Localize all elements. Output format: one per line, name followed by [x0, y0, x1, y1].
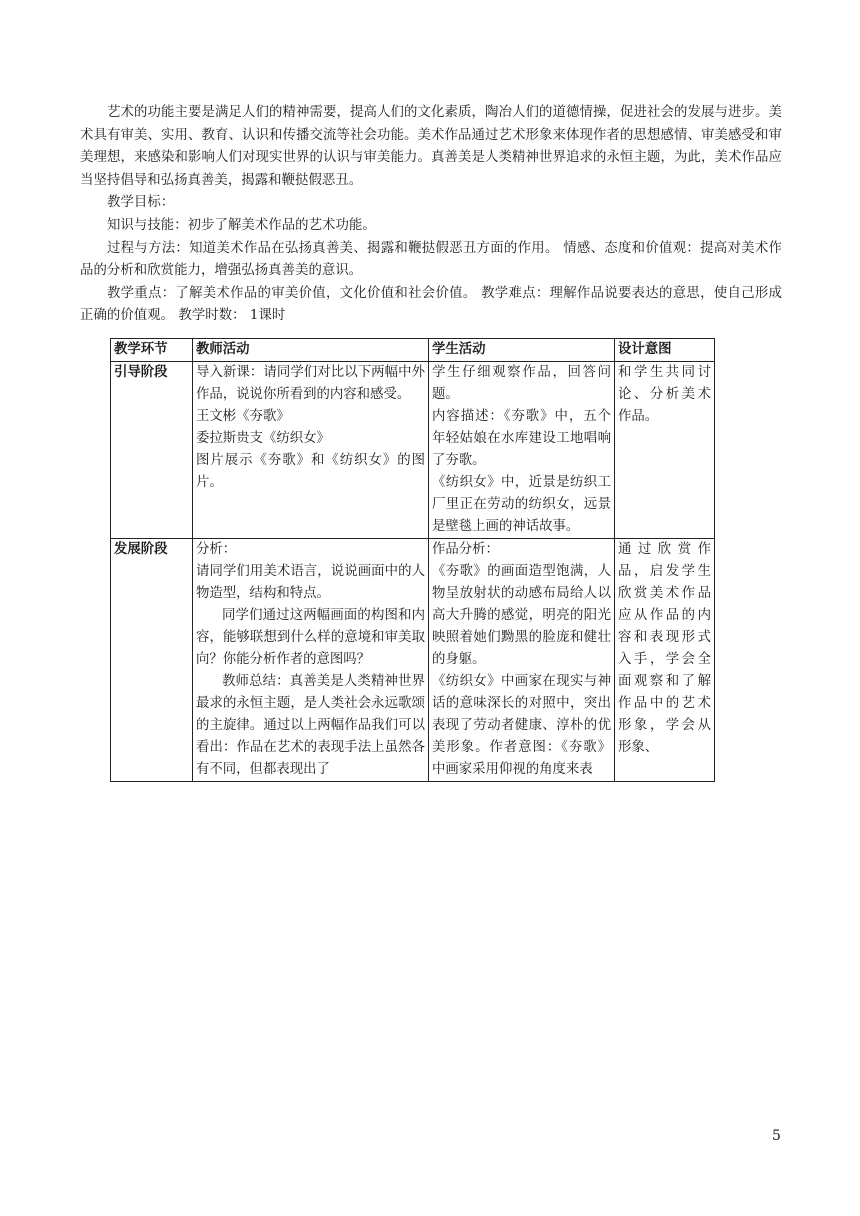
stage-cell: 引导阶段 — [111, 362, 193, 539]
student-text: 作品分析： — [432, 542, 499, 557]
stage-cell: 发展阶段 — [111, 539, 193, 782]
teacher-text: 教师总结：真善美是人类精神世界最求的永恒主题，是人类社会永远歌颂的主旋律。通过以上两幅作品我们可以看出：作品在艺术的表现手法上虽然各有不同，但都表现出了 — [196, 674, 425, 777]
header-stage: 教学环节 — [111, 339, 193, 362]
page-number: 5 — [772, 1128, 781, 1144]
student-activity-cell — [429, 362, 615, 539]
student-text: 学生仔细观察作品，回答问题。 — [432, 365, 611, 402]
teaching-focus-difficulty: 教学重点：了解美术作品的审美价值，文化价值和社会价值。 教学难点：理解作品说要表达的意思，使自己形成正确的价值观。 教学时数： 1课时 — [80, 285, 782, 324]
lesson-plan-table — [110, 338, 715, 782]
intro-text — [80, 102, 782, 328]
teacher-text: 导入新课：请同学们对比以下两幅中外作品，说说你所看到的内容和感受。 — [196, 365, 425, 402]
header-student-activity: 学生活动 — [429, 339, 615, 362]
student-text: 内容描述：《夯歌》中，五个年轻姑娘在水库建设工地唱响了夯歌。 — [432, 409, 611, 468]
table-row — [111, 539, 715, 782]
intent-text: 和学生共同讨论、分析美术作品。 — [618, 365, 711, 424]
student-text: 《纺织女》中画家在现实与神话的意味深长的对照中，突出表现了劳动者健康、淳朴的优美形象。作者意图：《夯歌》中画家采用仰视的角度来表 — [432, 674, 611, 777]
teacher-text: 王文彬《夯歌》 — [196, 409, 290, 424]
design-intent-cell — [615, 539, 715, 782]
teaching-goals-heading: 教学目标： — [107, 195, 175, 211]
header-design-intent: 设计意图 — [615, 339, 715, 362]
teacher-text: 请同学们用美术语言，说说画面中的人物造型，结构和特点。 — [196, 564, 425, 601]
intro-paragraph-functions: 艺术的功能主要是满足人们的精神需要，提高人们的文化素质，陶冶人们的道德情操，促进社会的发展与进步。美术具有审美、实用、教育、认识和传播交流等社会功能。美术作品通过艺术形象来体现作者的思想感情、审美感受和审美理想，来感染和影响人们对现实世界的认识与审美能力。真善美是人类精神世界追求的永恒主题，为此，美术作品应当坚持倡导和弘扬真善美，揭露和鞭挞假恶丑。 — [80, 105, 782, 188]
design-intent-cell — [615, 362, 715, 539]
goal-process-methods: 过程与方法：知道美术作品在弘扬真善美、揭露和鞭挞假恶丑方面的作用。 情感、态度和价值观：提高对美术作品的分析和欣赏能力，增强弘扬真善美的意识。 — [80, 240, 782, 279]
teacher-text: 同学们通过这两幅画面的构图和内容，能够联想到什么样的意境和审美取向？你能分析作者的意图吗？ — [196, 608, 425, 667]
header-teacher-activity: 教师活动 — [193, 339, 429, 362]
goal-knowledge-skills: 知识与技能：初步了解美术作品的艺术功能。 — [107, 217, 376, 233]
student-text: 《夯歌》的画面造型饱满，人物呈放射状的动感布局给人以高大升腾的感觉，明亮的阳光映照着她们黝黑的脸庞和健壮的身躯。 — [432, 564, 611, 667]
student-activity-cell — [429, 539, 615, 782]
teacher-activity-cell — [193, 362, 429, 539]
teacher-text: 图片展示《夯歌》和《纺织女》的图片。 — [196, 453, 425, 490]
intent-text: 通过欣赏作品，启发学生欣赏美术作品应从作品的内容和表现形式入手，学会全面观察和了解作品中的艺术形象，学会从形象、 — [618, 542, 711, 755]
teacher-text: 分析： — [196, 542, 237, 557]
teacher-text: 委拉斯贵支《纺织女》 — [196, 431, 330, 446]
table-row — [111, 362, 715, 539]
student-text: 《纺织女》中，近景是纺织工厂里正在劳动的纺织女，远景是壁毯上画的神话故事。 — [432, 475, 611, 534]
teacher-activity-cell — [193, 539, 429, 782]
table-header-row — [111, 339, 715, 362]
